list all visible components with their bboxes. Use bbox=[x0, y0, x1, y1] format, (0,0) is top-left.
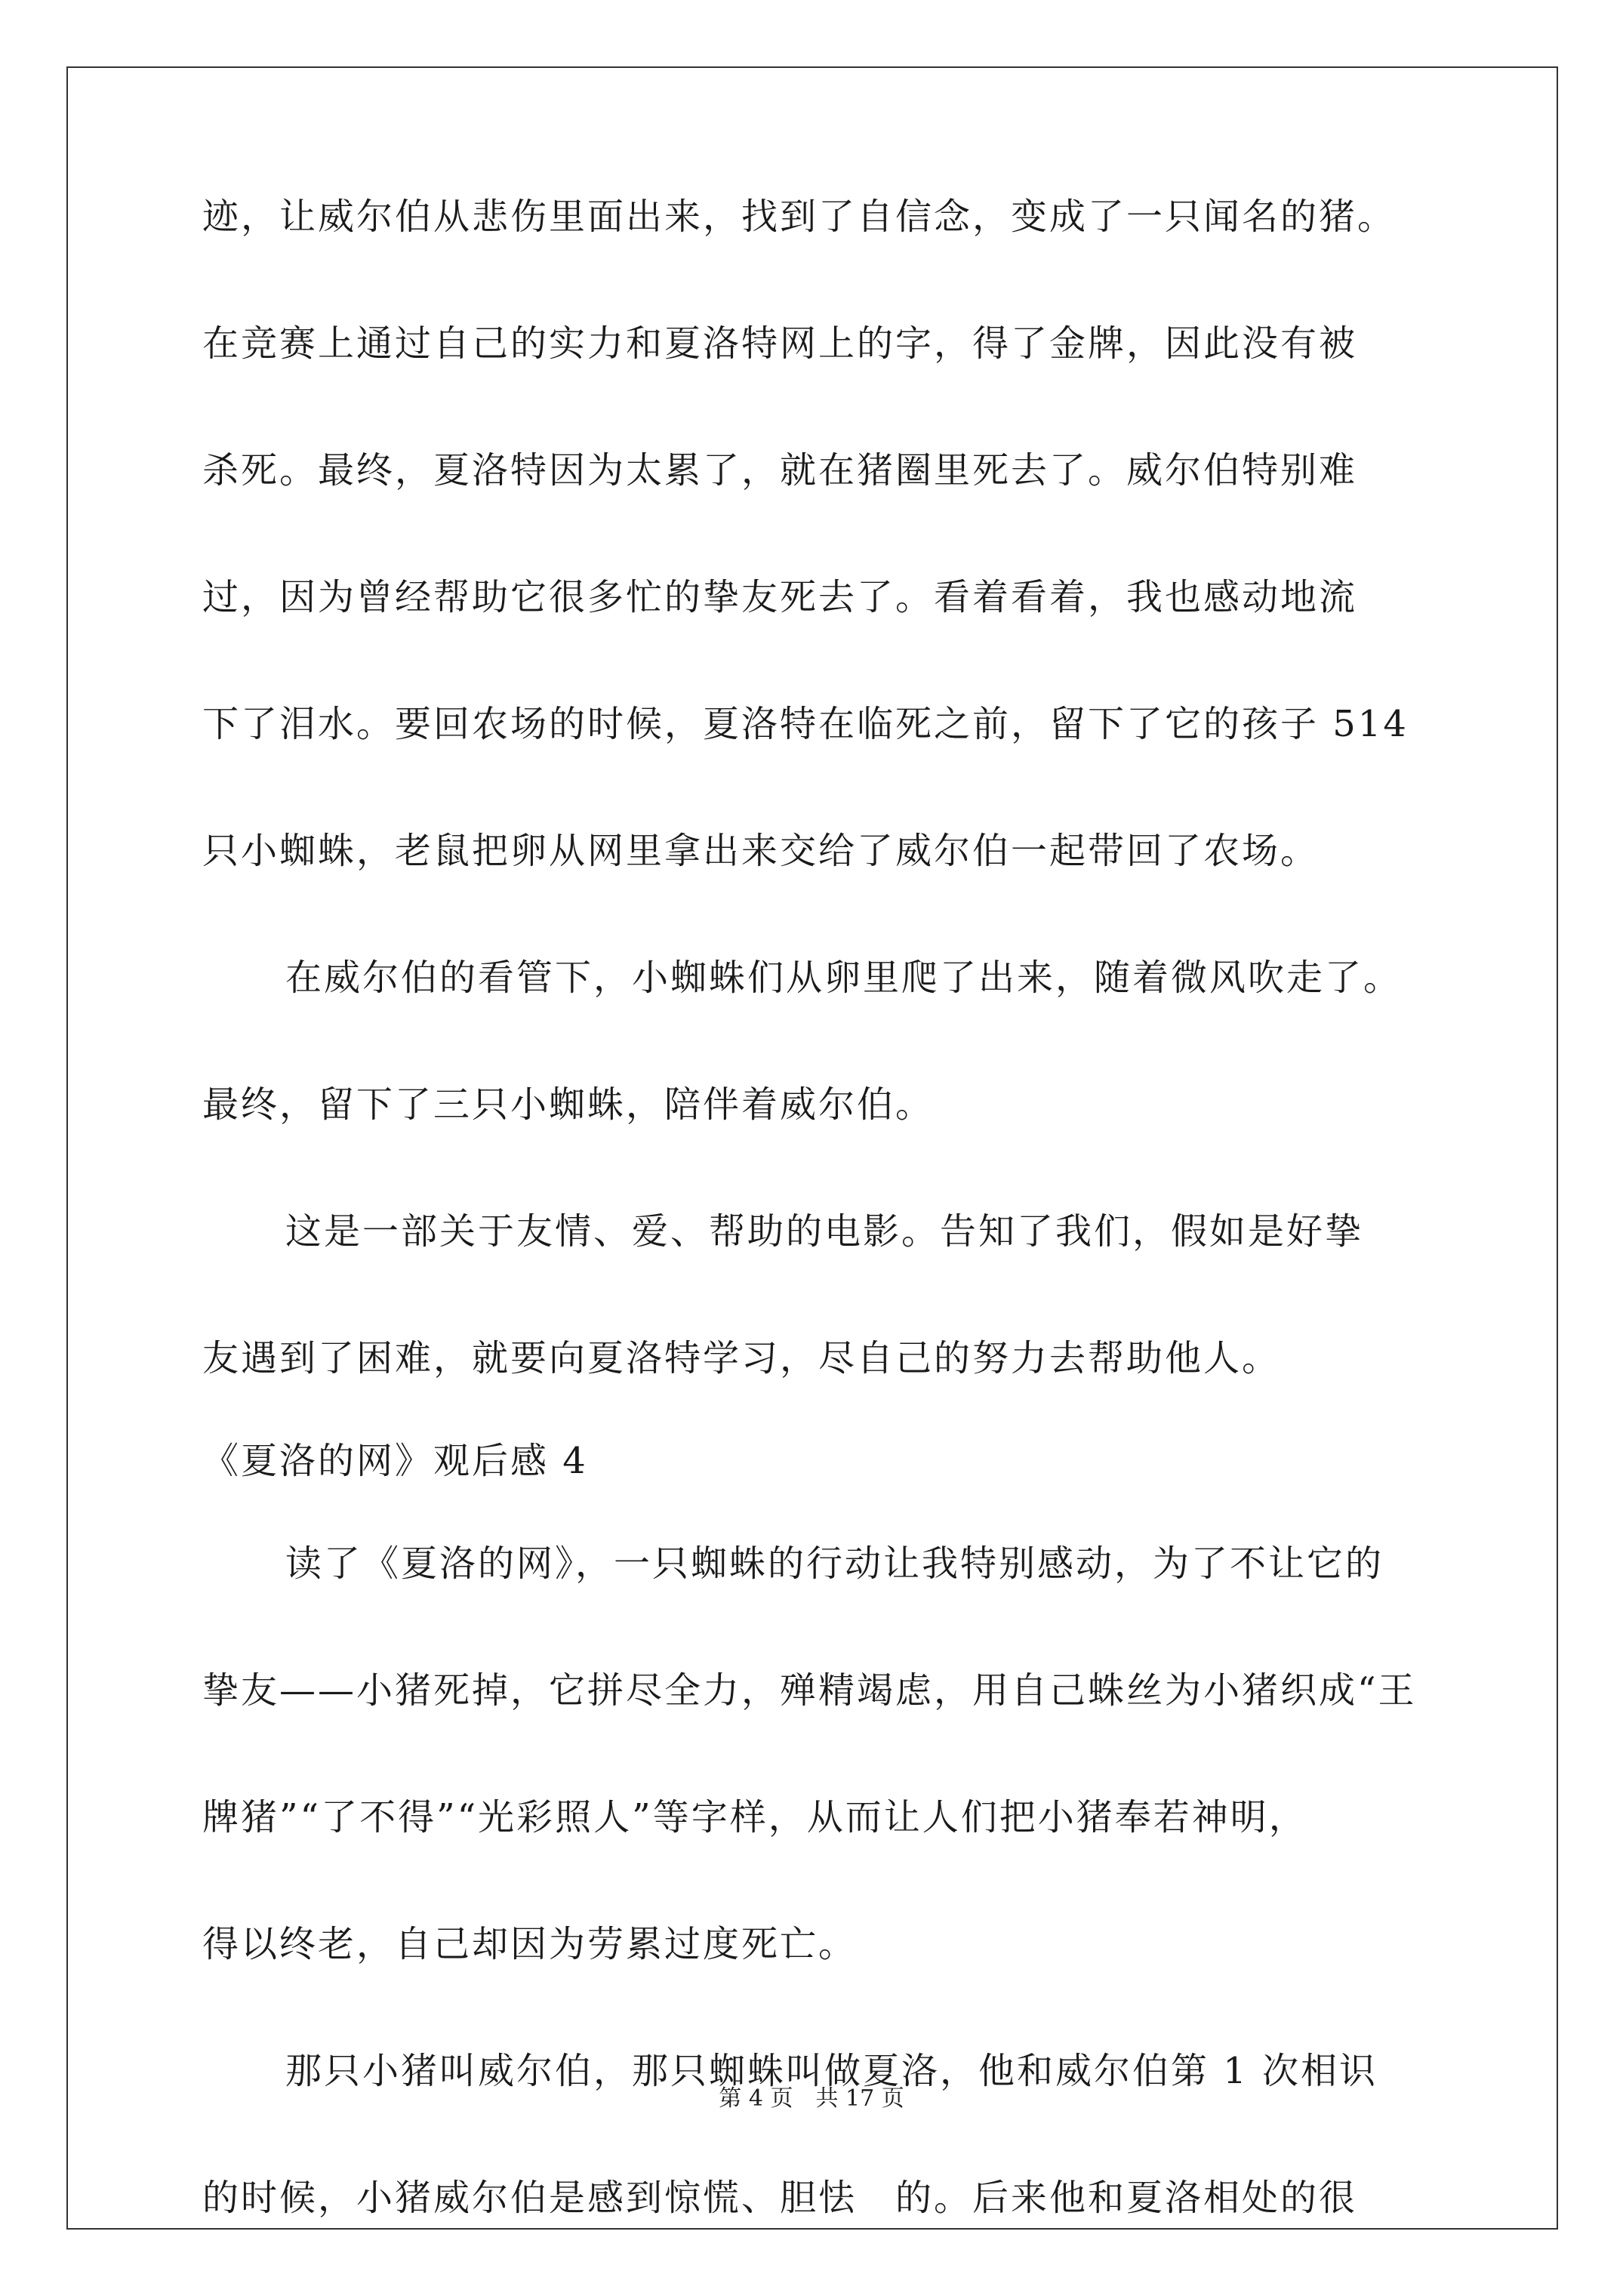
text-line: 读了《夏洛的网》，一只蜘蛛的行动让我特别感动，为了不让它的 bbox=[285, 1542, 1384, 1585]
text-line: 的时候，小猪威尔伯是感到惊慌、胆怯 的。后来他和夏洛相处的很 bbox=[202, 2177, 1358, 2219]
text-line: 牌猪”“了不得”“光彩照人”等字样，从而让人们把小猪奉若神明， bbox=[202, 1796, 1307, 1838]
text-line: 得以终老，自己却因为劳累过度死亡。 bbox=[202, 1923, 858, 1965]
paragraph bbox=[202, 954, 1440, 1129]
text-line: 杀死。最终，夏洛特因为太累了，就在猪圈里死去了。威尔伯特别难 bbox=[202, 449, 1358, 492]
text-line: 迹，让威尔伯从悲伤里面出来，找到了自信念，变成了一只闻名的猪。 bbox=[202, 196, 1397, 238]
text-line: 在竞赛上通过自己的实力和夏洛特网上的字，得了金牌，因此没有被 bbox=[202, 322, 1358, 365]
text-line: 下了泪水。要回农场的时候，夏洛特在临死之前，留下了它的孩子 514 bbox=[202, 703, 1409, 745]
text-line: 友遇到了困难，就要向夏洛特学习，尽自己的努力去帮助他人。 bbox=[202, 1337, 1281, 1379]
paragraph bbox=[202, 1539, 1440, 1968]
text-line: 那只小猪叫威尔伯，那只蜘蛛叫做夏洛，他和威尔伯第 1 次相识 bbox=[285, 2050, 1378, 2092]
paragraph bbox=[202, 2047, 1440, 2222]
text-line: 只小蜘蛛，老鼠把卵从网里拿出来交给了威尔伯一起带回了农场。 bbox=[202, 830, 1320, 872]
text-line: 这是一部关于友情、爱、帮助的电影。告知了我们，假如是好挚 bbox=[285, 1210, 1364, 1253]
document-body bbox=[202, 193, 1440, 2222]
text-line: 在威尔伯的看管下，小蜘蛛们从卵里爬了出来，随着微风吹走了。 bbox=[285, 957, 1403, 999]
page-number-footer: 第 4 页 共 17 页 bbox=[719, 2085, 904, 2112]
text-line: 最终，留下了三只小蜘蛛，陪伴着威尔伯。 bbox=[202, 1083, 935, 1126]
paragraph bbox=[202, 193, 1440, 875]
text-line: 挚友——小猪死掉，它拼尽全力，殚精竭虑，用自己蛛丝为小猪织成“王 bbox=[202, 1669, 1417, 1712]
section-title: 《夏洛的网》观后感 4 bbox=[202, 1440, 588, 1482]
paragraph bbox=[202, 1207, 1440, 1382]
text-line: 过，因为曾经帮助它很多忙的挚友死去了。看着看着，我也感动地流 bbox=[202, 576, 1358, 618]
